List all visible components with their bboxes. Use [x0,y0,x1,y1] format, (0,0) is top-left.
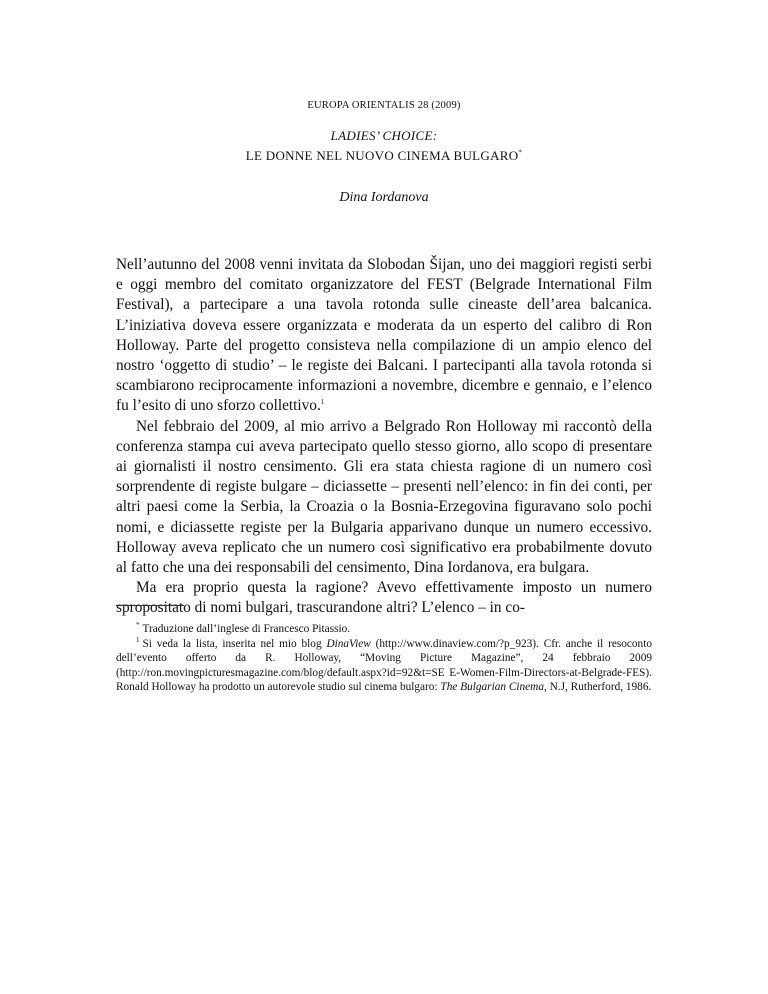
footnote-1-mid: (http://www.dinaview.com/?p_923). Cfr. anche il resoconto dell’evento offerto da R. Holloway, “Moving Picture Magazine”, 24 febbraio 2009 (http://ron.movingpicturesmagazine.com/blog/default.aspx?id=92&t=SE E-Women-Film-Directors-at-Belgrade-FES). Ronald Holloway ha prodotto un autorevole studio sul cinema bulgaro: [116,637,652,694]
footnote-1 [116,637,652,695]
article-body [116,255,652,619]
title-footnote-mark: * [518,148,523,157]
journal-header: EUROPA ORIENTALIS 28 (2009) [307,100,461,111]
footnote-1-book-title: The Bulgarian Cinema [440,681,544,694]
footnote-ref-1[interactable]: 1 [320,398,325,407]
footnote-1-mark: 1 [136,635,140,644]
footnote-star-mark: * [136,621,140,630]
footnote-star [116,622,652,637]
paragraph-1-text: Nell’autunno del 2008 venni invitata da Slobodan Šijan, uno dei maggiori registi serbi e oggi membro del comitato organizzatore del FEST (Belgrade International Film Festival), a partecipare a una tavola rotonda sulle cineaste dell’area balcanica. L’iniziativa doveva essere organizzata e moderata da un esperto del calibro di Ron Holloway. Parte del progetto consisteva nella compilazione di un ampio elenco del nostro ‘oggetto di studio’ – le registe dei Balcani. I partecipanti alla tavola rotonda si scambiarono reciprocamente informazioni a novembre, dicembre e gennaio, e l’elenco fu l’esito di uno sforzo collettivo. [116,256,652,415]
footnote-1-post: , N.J, Rutherford, 1986. [543,681,652,694]
title-main-part: LE DONNE NEL NUOVO CINEMA BULGARO [245,148,519,163]
footnotes [116,622,652,695]
footnote-1-pre: Si veda la lista, inserita nel mio blog [142,637,327,650]
paragraph-3: Ma era proprio questa la ragione? Avevo effettivamente imposto un numero spropositato di nomi bulgari, trascurandone altri? L’elenco – in co- [116,579,652,617]
article-title-line2 [0,148,768,164]
footnote-1-blog-name: DinaView [326,637,371,650]
author-name: Dina Iordanova [339,190,429,205]
article-title-line1 [0,128,768,144]
footnote-star-text: Traduzione dall’inglese di Francesco Pitassio. [142,623,351,635]
paragraph-2: Nel febbraio del 2009, al mio arrivo a Belgrado Ron Holloway mi raccontò della conferenza stampa cui aveva partecipato quello stesso giorno, allo scopo di presentare ai giornalisti il nostro censimento. Gli era stata chiesta ragione di un numero così sorprendente di registe bulgare – diciassette – presenti nell’elenco: in fin dei conti, per altri paesi come la Serbia, la Croazia o la Bosnia-Erzegovina figuravano solo pochi nomi, e diciassette registe per la Bulgaria apparivano dunque un numero eccessivo. Holloway aveva replicato che un numero così significativo era probabilmente dovuto al fatto che una dei responsabili del censimento, Dina Iordanova, era bulgara. [116,417,652,577]
paragraph-1 [116,255,652,417]
title-italic-part: LADIES’ CHOICE: [330,128,438,143]
footnote-separator [116,605,184,606]
